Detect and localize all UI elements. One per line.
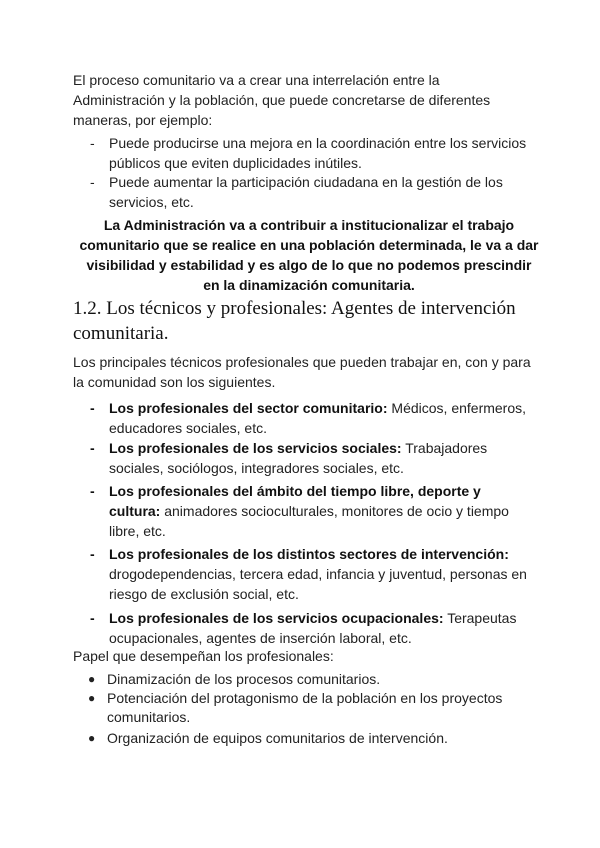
item-label: Los profesionales del ámbito del tiempo libre, deporte y cultura:	[109, 483, 481, 519]
dash-marker: -	[90, 135, 95, 151]
item-label: Los profesionales de los distintos sectores de intervención:	[109, 546, 509, 562]
highlight-statement: La Administración va a contribuir a institucionalizar el trabajo comunitario que se realice en una población determinada, le va a dar visibilidad y estabilidad y es algo de lo que no podemos prescindir en la dinamización comunitaria.	[79, 217, 539, 293]
list-item	[90, 172, 530, 212]
dash-marker: -	[90, 400, 95, 416]
intro-paragraph: El proceso comunitario va a crear una interrelación entre la Administración y la población, que puede concretarse de diferentes maneras, por ejemplo:	[73, 72, 491, 128]
list-item-text: Organización de equipos comunitarios de intervención.	[107, 730, 448, 746]
bullet-icon: ●	[88, 731, 96, 745]
dash-marker: -	[90, 174, 95, 190]
dash-marker: -	[90, 440, 95, 456]
item-label: Los profesionales de los servicios sociales:	[109, 440, 402, 456]
item-text: Médicos, enfermeros, educadores sociales, etc.	[109, 400, 527, 436]
roles-intro: Papel que desempeñan los profesionales:	[73, 648, 334, 664]
list-item	[90, 544, 530, 604]
list-item	[90, 133, 530, 173]
bullet-icon: ●	[88, 672, 96, 686]
list-item	[88, 689, 528, 727]
list-item-text: Puede producirse una mejora en la coordinación entre los servicios públicos que eviten duplicidades inútiles.	[109, 135, 527, 171]
item-label: Los profesionales del sector comunitario:	[109, 400, 388, 416]
list-item-text: Potenciación del protagonismo de la población en los proyectos comunitarios.	[107, 690, 503, 725]
list-item-text: Dinamización de los procesos comunitarios.	[107, 671, 381, 687]
list-item	[90, 608, 530, 648]
item-text: Terapeutas ocupacionales, agentes de inserción laboral, etc.	[109, 610, 517, 646]
section-heading: 1.2. Los técnicos y profesionales: Agentes de intervención comunitaria.	[73, 298, 516, 344]
list-item	[88, 729, 528, 748]
item-text: animadores socioculturales, monitores de ocio y tiempo libre, etc.	[109, 503, 509, 539]
list-item	[88, 670, 528, 689]
list-item	[90, 398, 530, 438]
dash-marker: -	[90, 610, 95, 626]
item-text: Trabajadores sociales, sociólogos, integradores sociales, etc.	[109, 440, 488, 476]
list-item	[90, 438, 530, 478]
list-item	[90, 481, 530, 541]
item-text: drogodependencias, tercera edad, infancia y juventud, personas en riesgo de exclusión social, etc.	[109, 566, 527, 602]
bullet-icon: ●	[88, 691, 96, 705]
list-item-text: Puede aumentar la participación ciudadana en la gestión de los servicios, etc.	[109, 174, 503, 210]
section-intro: Los principales técnicos profesionales que pueden trabajar en, con y para la comunidad son los siguientes.	[73, 354, 531, 390]
dash-marker: -	[90, 483, 95, 499]
dash-marker: -	[90, 546, 95, 562]
item-label: Los profesionales de los servicios ocupacionales:	[109, 610, 444, 626]
